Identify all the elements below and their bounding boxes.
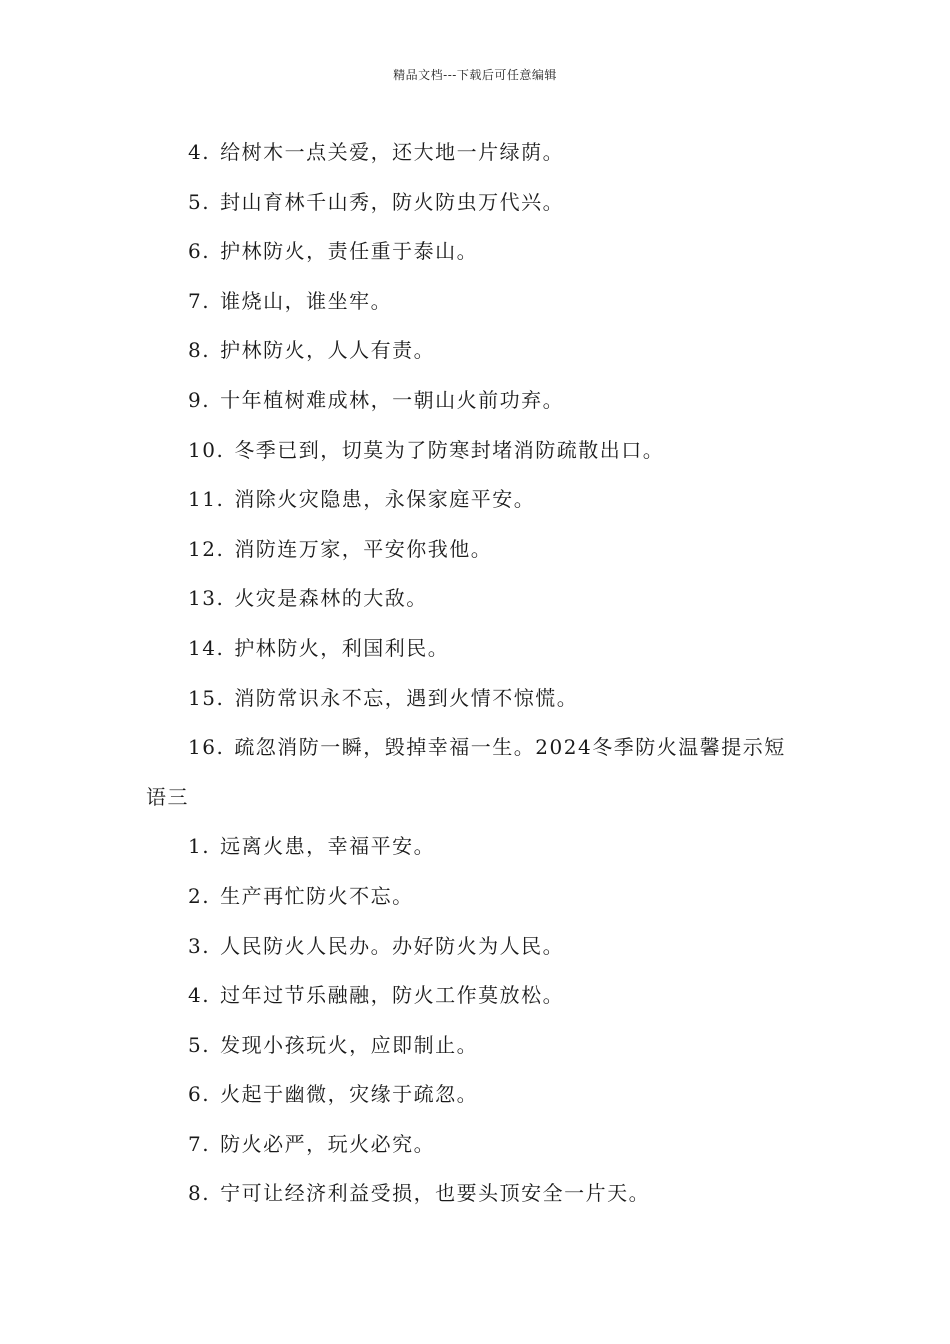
item-number: 4. <box>188 140 211 164</box>
list-item <box>146 582 816 632</box>
item-text: 谁烧山，谁坐牢。 <box>220 288 393 313</box>
item-number: 13. <box>188 586 225 611</box>
item-number: 8. <box>188 1181 211 1206</box>
item-text: 人民防火人民办。办好防火为人民。 <box>220 933 565 958</box>
list-item <box>146 483 816 533</box>
item-text: 远离火患，幸福平安。 <box>220 834 436 859</box>
item-number: 14. <box>188 635 225 660</box>
list-item <box>146 1128 816 1178</box>
item-text: 消防连万家，平安你我他。 <box>234 536 493 561</box>
item-text: 消防常识永不忘，遇到火情不惊慌。 <box>234 685 579 710</box>
item-text: 护林防火，利国利民。 <box>234 635 450 660</box>
list-item <box>146 384 816 434</box>
list-item <box>146 186 816 236</box>
item-number: 7. <box>188 288 211 313</box>
item-text: 宁可让经济利益受损，也要头顶安全一片天。 <box>220 1181 651 1206</box>
item-text: 护林防火，责任重于泰山。 <box>220 239 479 264</box>
item-number: 8. <box>188 338 211 363</box>
list-item <box>146 682 816 732</box>
list-item <box>146 930 816 980</box>
list-item <box>146 235 816 285</box>
page-header: 精品文档---下载后可任意编辑 <box>393 68 557 82</box>
list-item <box>146 334 816 384</box>
item-number: 6. <box>188 1082 211 1107</box>
item-number: 4. <box>188 983 211 1008</box>
item-text: 过年过节乐融融，防火工作莫放松。 <box>220 983 565 1008</box>
list-item <box>146 830 816 880</box>
item-text: 护林防火，人人有责。 <box>220 338 436 363</box>
list-item <box>146 434 816 484</box>
list-item-continuation <box>146 781 816 831</box>
item-number: 5. <box>188 1032 211 1057</box>
item-text: 发现小孩玩火，应即制止。 <box>220 1032 479 1057</box>
list-item <box>146 285 816 335</box>
item-text: 消除火灾隐患，永保家庭平安。 <box>234 487 536 512</box>
item-number: 12. <box>188 536 225 561</box>
item-number: 6. <box>188 239 211 264</box>
item-text: 十年植树难成林，一朝山火前功弃。 <box>220 387 565 412</box>
item-number: 7. <box>188 1131 211 1156</box>
item-text: 给树木一点关爱，还大地一片绿荫。 <box>220 140 565 164</box>
list-item <box>146 731 816 781</box>
item-text: 生产再忙防火不忘。 <box>220 883 414 908</box>
list-item <box>146 533 816 583</box>
item-number: 15. <box>188 685 225 710</box>
item-text: 防火必严，玩火必究。 <box>220 1131 436 1156</box>
item-text: 冬季已到，切莫为了防寒封堵消防疏散出口。 <box>234 437 665 462</box>
item-number: 16. <box>188 735 225 760</box>
list-item <box>146 136 816 186</box>
item-text: 封山育林千山秀，防火防虫万代兴。 <box>220 189 565 214</box>
item-number: 3. <box>188 933 211 958</box>
list-item <box>146 632 816 682</box>
item-number: 1. <box>188 834 211 859</box>
item-text: 疏忽消防一瞬，毁掉幸福一生。2024冬季防火温馨提示短 <box>234 735 786 760</box>
item-number: 5. <box>188 189 211 214</box>
list-item <box>146 1029 816 1079</box>
item-number: 2. <box>188 883 211 908</box>
item-number: 9. <box>188 387 211 412</box>
list-item <box>146 1078 816 1128</box>
list-item <box>146 880 816 930</box>
item-text: 语三 <box>146 784 189 809</box>
list-item <box>146 1177 816 1227</box>
item-text: 火灾是森林的大敌。 <box>234 586 428 611</box>
item-number: 11. <box>188 487 225 512</box>
document-body <box>146 136 816 1227</box>
item-text: 火起于幽微，灾缘于疏忽。 <box>220 1082 479 1107</box>
list-item <box>146 979 816 1029</box>
item-number: 10. <box>188 437 225 462</box>
